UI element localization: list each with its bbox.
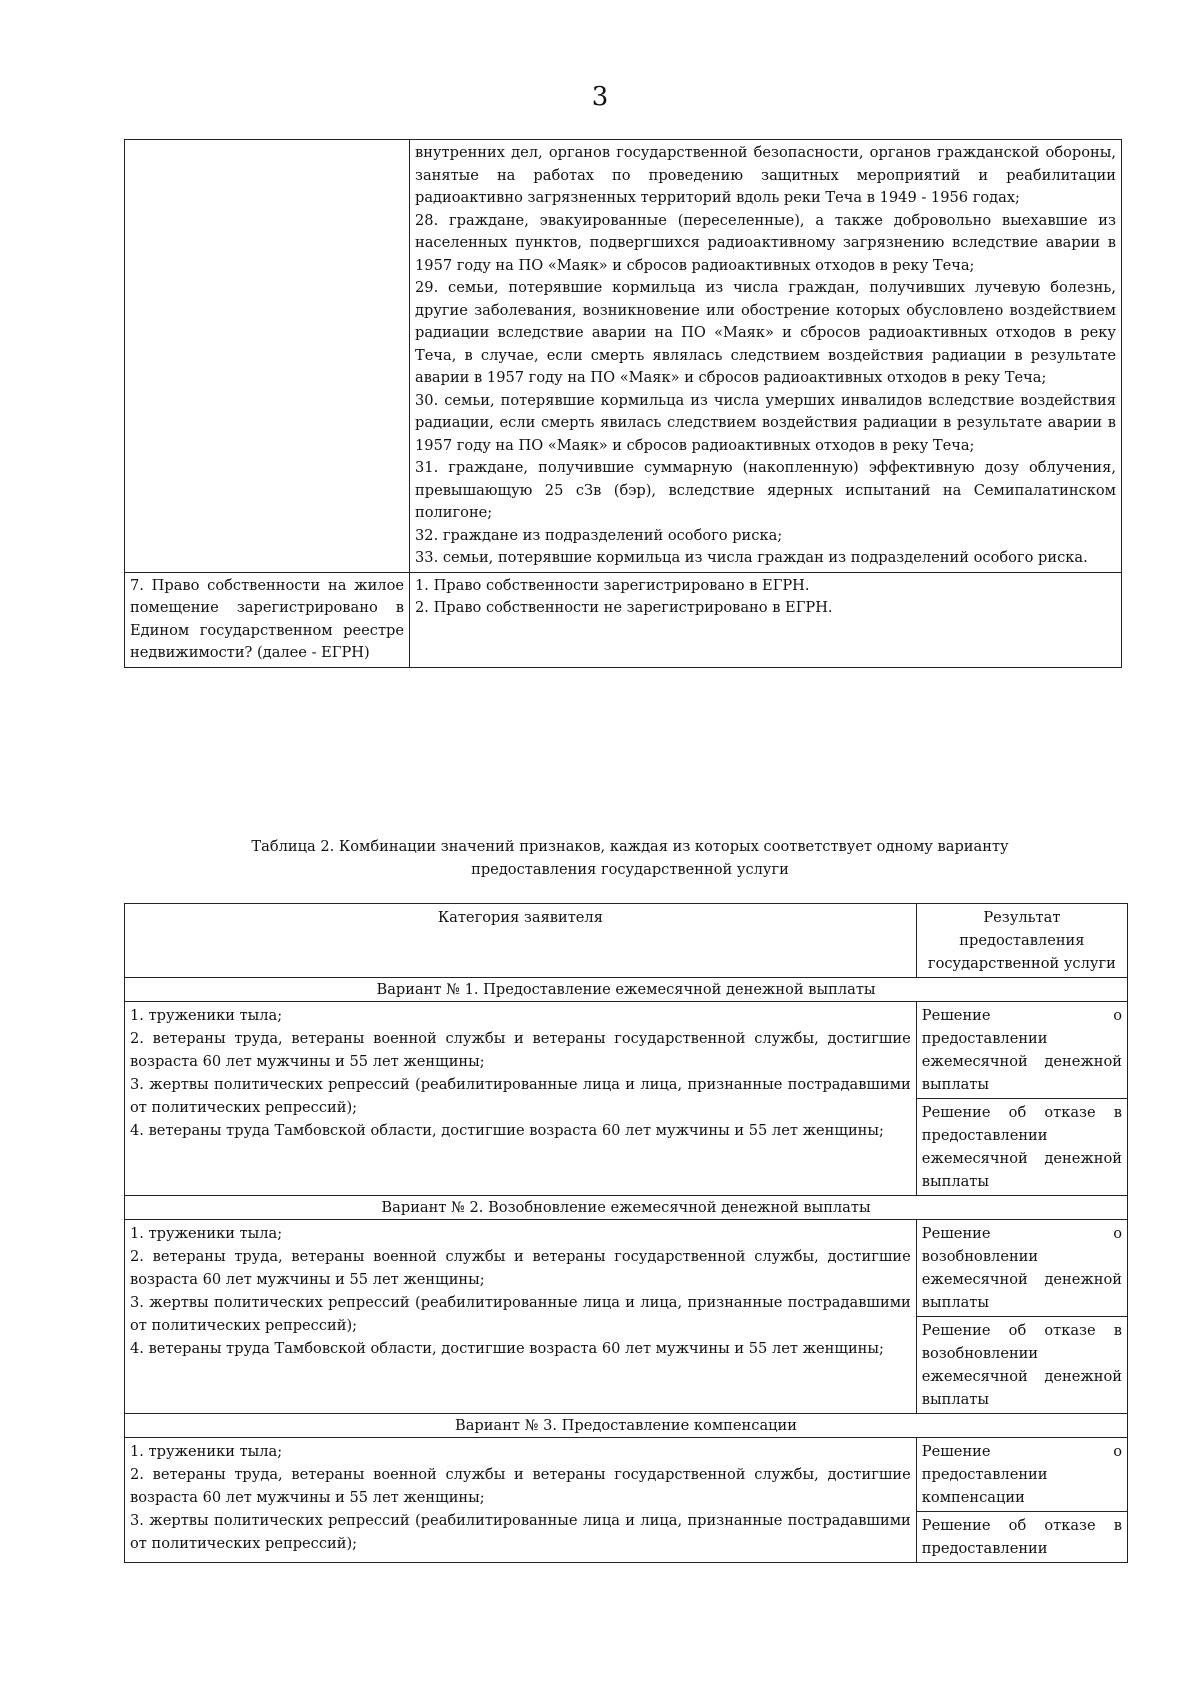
list-item: 30. семьи, потерявшие кормильца из числа умерших инвалидов вследствие воздействия радиации, если смерть явилась следствием воздействия радиации в результате аварии в 1957 году на ПО «Маяк» и сбросов радиоактивных отходов в реку Теча; — [415, 391, 1116, 454]
variant-3-categories — [125, 1438, 917, 1563]
caption-line: предоставления государственной услуги — [471, 861, 789, 878]
list-item: 2. ветераны труда, ветераны военной службы и ветераны государственной службы, достигшие возраста 60 лет мужчины и 55 лет женщины; — [130, 1248, 911, 1288]
list-item: 4. ветераны труда Тамбовской области, достигшие возраста 60 лет мужчины и 55 лет женщины; — [130, 1122, 884, 1139]
list-item: 1. труженики тыла; — [130, 1007, 283, 1024]
header-category: Категория заявителя — [125, 904, 917, 978]
list-item: 31. граждане, получившие суммарную (накопленную) эффективную дозу облучения, превышающую 25 сЗв (бэр), вследствие ядерных испытаний на Семипалатинском полигоне; — [415, 459, 1116, 521]
table-row — [125, 1002, 1128, 1099]
list-item: 28. граждане, эвакуированные (переселенные), а также добровольно выехавшие из населенных пунктов, подвергшихся радиоактивному загрязнению вследствие аварии в 1957 году на ПО «Маяк» и сбросов радиоактивных отходов в реку Теча; — [415, 211, 1116, 274]
list-item: 1. труженики тыла; — [130, 1225, 283, 1242]
variant-1-categories — [125, 1002, 917, 1196]
variants-table — [124, 903, 1128, 1563]
criteria-values-cell — [410, 140, 1122, 573]
variant-3-title: Вариант № 3. Предоставление компенсации — [125, 1414, 1128, 1438]
variant-2-result-positive: Решение о возобновлении ежемесячной денежной выплаты — [916, 1220, 1127, 1317]
table-row — [125, 1220, 1128, 1317]
variant-title-row — [125, 978, 1128, 1002]
caption-line: Таблица 2. Комбинации значений признаков, каждая из которых соответствует одному варианту — [251, 838, 1009, 855]
variant-2-categories — [125, 1220, 917, 1414]
list-item: 3. жертвы политических репрессий (реабилитированные лица и лица, признанные пострадавшими от политических репрессий); — [130, 1294, 911, 1334]
list-item: 29. семьи, потерявшие кормильца из числа граждан, получивших лучевую болезнь, другие заболевания, возникновение или обострение которых обусловлено воздействием радиации вследствие аварии на ПО «Маяк» и сбросов радиоактивных отходов в реку Теча, в случае, если смерть являлась следствием воздействия радиации в результате аварии в 1957 году на ПО «Маяк» и сбросов радиоактивных отходов в реку Теча; — [415, 279, 1116, 386]
header-result: Результат предоставления государственной услуги — [916, 904, 1127, 978]
list-item: 2. ветераны труда, ветераны военной службы и ветераны государственной службы, достигшие возраста 60 лет мужчины и 55 лет женщины; — [130, 1466, 911, 1506]
variant-1-result-negative: Решение об отказе в предоставлении ежемесячной денежной выплаты — [916, 1099, 1127, 1196]
list-item: 2. ветераны труда, ветераны военной службы и ветераны государственной службы, достигшие возраста 60 лет мужчины и 55 лет женщины; — [130, 1030, 911, 1070]
table-caption — [180, 835, 1080, 881]
list-item: 3. жертвы политических репрессий (реабилитированные лица и лица, признанные пострадавшими от политических репрессий); — [130, 1512, 911, 1552]
variant-2-title: Вариант № 2. Возобновление ежемесячной денежной выплаты — [125, 1196, 1128, 1220]
list-item: 1. труженики тыла; — [130, 1443, 283, 1460]
variant-3-result-positive: Решение о предоставлении компенсации — [916, 1438, 1127, 1512]
criteria-table-continued — [124, 139, 1122, 668]
question-7: 7. Право собственности на жилое помещение зарегистрировано в Едином государственном реестре недвижимости? (далее - ЕГРН) — [130, 576, 404, 661]
list-item: 3. жертвы политических репрессий (реабилитированные лица и лица, признанные пострадавшими от политических репрессий); — [130, 1076, 911, 1116]
variant-2-result-negative: Решение об отказе в возобновлении ежемесячной денежной выплаты — [916, 1317, 1127, 1414]
empty-criteria-cell — [125, 140, 410, 573]
variant-1-result-positive: Решение о предоставлении ежемесячной денежной выплаты — [916, 1002, 1127, 1099]
answer-option: 1. Право собственности зарегистрировано в ЕГРН. — [415, 576, 810, 594]
variant-1-title: Вариант № 1. Предоставление ежемесячной денежной выплаты — [125, 978, 1128, 1002]
answer-option: 2. Право собственности не зарегистрировано в ЕГРН. — [415, 599, 833, 616]
list-item: 4. ветераны труда Тамбовской области, достигшие возраста 60 лет мужчины и 55 лет женщины; — [130, 1340, 884, 1357]
table-row — [125, 140, 1122, 573]
variant-title-row — [125, 1414, 1128, 1438]
table-row — [125, 572, 1122, 667]
answers-cell — [410, 572, 1122, 667]
table-row — [125, 1438, 1128, 1512]
table-header-row — [125, 904, 1128, 978]
variant-title-row — [125, 1196, 1128, 1220]
page-number: 3 — [591, 82, 609, 112]
list-item: 32. граждане из подразделений особого риска; — [415, 526, 783, 544]
question-cell — [125, 572, 410, 667]
list-item: 33. семьи, потерявшие кормильца из числа граждан из подразделений особого риска. — [415, 549, 1088, 566]
variant-3-result-negative: Решение об отказе в предоставлении — [916, 1512, 1127, 1563]
list-item: внутренних дел, органов государственной безопасности, органов гражданской обороны, занятые на работах по проведению защитных мероприятий и реабилитации радиоактивно загрязненных территорий вдоль реки Теча в 1949 - 1956 годах; — [415, 144, 1116, 206]
